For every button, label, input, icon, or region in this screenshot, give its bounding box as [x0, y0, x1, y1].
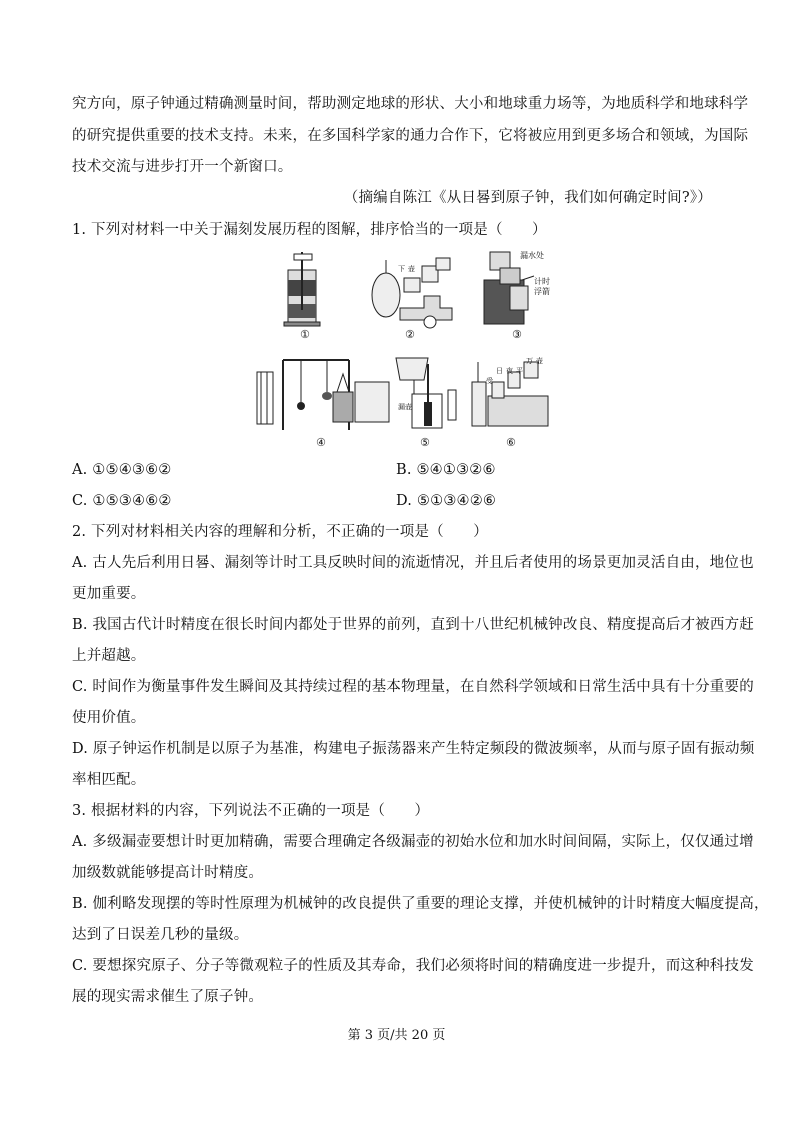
figure-3-text-b: 计时 — [534, 277, 550, 286]
q1-option-a: A. ①⑤④③⑥② — [72, 462, 172, 478]
intro-line-3: 技术交流与进步打开一个新窗口。 — [72, 159, 293, 175]
q2-option-a-line2: 更加重要。 — [72, 586, 146, 602]
q3-option-b-line2: 达到了日误差几秒的量级。 — [72, 927, 249, 943]
intro-line-1: 究方向，原子钟通过精确测量时间，帮助测定地球的形状、大小和地球重力场等，为地质科学和地球科学 — [72, 96, 749, 112]
q1-option-c: C. ①⑤③④⑥② — [72, 493, 172, 509]
q2-option-c-line1: C. 时间作为衡量事件发生瞬间及其持续过程的基本物理量，在自然科学领域和日常生活中具有十分重要的 — [72, 679, 754, 695]
figure-6-text-b: 夜 — [506, 367, 513, 375]
figure-6-text-e: 受 — [486, 377, 493, 385]
figure-2-label: ② — [405, 328, 415, 341]
figure-6-text-a: 日 — [496, 367, 503, 375]
q3-option-c-line2: 展的现实需求催生了原子钟。 — [72, 989, 264, 1005]
page-number: 第 3 页/共 20 页 — [347, 1028, 446, 1043]
intro-line-2: 的研究提供重要的技术支持。未来，在多国科学家的通力合作下，它将被应用到更多场合和领域，为国际 — [72, 128, 749, 144]
figure-3-label: ③ — [512, 328, 522, 341]
figure-4-siphon-frame — [253, 352, 393, 434]
q2-option-a-line1: A. 古人先后利用日晷、漏刻等计时工具反映时间的流逝情况，并且后者使用的场景更加灵活自由，地位也 — [72, 555, 754, 571]
q2-option-b-line2: 上并超越。 — [72, 648, 146, 664]
figure-5-float-arrow — [394, 354, 460, 434]
q1-stem: 1. 下列对材料一中关于漏刻发展历程的图解，排序恰当的一项是（ ） — [72, 222, 547, 238]
q3-option-b-line1: B. 伽利略发现摆的等时性原理为机械钟的改良提供了重要的理论支撑，并使机械钟的计时精度大幅度提高， — [72, 896, 769, 912]
figure-2-text-a: 下 — [398, 265, 405, 273]
q3-option-c-line1: C. 要想探究原子、分子等微观粒子的性质及其寿命，我们必须将时间的精确度进一步提升，而这种科技发 — [72, 958, 754, 974]
figure-1-water-vessel — [268, 250, 342, 340]
q2-option-d-line1: D. 原子钟运作机制是以原子为基准，构建电子振荡器来产生特定频段的微波频率，从而与原子固有振动频 — [72, 741, 755, 757]
q2-option-b-line1: B. 我国古代计时精度在很长时间内都处于世界的前列，直到十八世纪机械钟改良、精度提高后才被西方赶 — [72, 617, 754, 633]
q3-option-a-line1: A. 多级漏壶要想计时更加精确，需要合理确定各级漏壶的初始水位和加水时间间隔，实际上，仅仅通过增 — [72, 834, 754, 850]
figure-5-label: ⑤ — [420, 436, 430, 449]
figure-4-label: ④ — [316, 436, 326, 449]
q3-option-a-line2: 加级数就能够提高计时精度。 — [72, 865, 264, 881]
q2-option-c-line2: 使用价值。 — [72, 710, 146, 726]
figure-1-label: ① — [300, 328, 310, 341]
q2-option-d-line2: 率相匹配。 — [72, 772, 146, 788]
figure-6-text-d: 万 — [526, 357, 533, 365]
figure-3-text-a: 漏水处 — [520, 251, 544, 260]
figure-5-text-a: 漏壶 — [398, 403, 412, 411]
figure-3-text-c: 浮箭 — [534, 287, 550, 296]
figure-6-text-f: 壶 — [536, 357, 543, 365]
q2-stem: 2. 下列对材料相关内容的理解和分析，不正确的一项是（ ） — [72, 524, 488, 540]
figure-6-label: ⑥ — [506, 436, 516, 449]
q1-option-b: B. ⑤④①③②⑥ — [396, 462, 496, 478]
figure-2-multi-vessel — [364, 250, 454, 330]
figure-6-text-c: 平 — [516, 367, 523, 375]
q1-option-d: D. ⑤①③④②⑥ — [396, 493, 497, 509]
q3-stem: 3. 根据材料的内容，下列说法不正确的一项是（ ） — [72, 803, 430, 819]
figure-2-text-b: 壶 — [408, 265, 415, 273]
source-citation: （摘编自陈江《从日晷到原子钟，我们如何确定时间?》） — [343, 190, 712, 206]
